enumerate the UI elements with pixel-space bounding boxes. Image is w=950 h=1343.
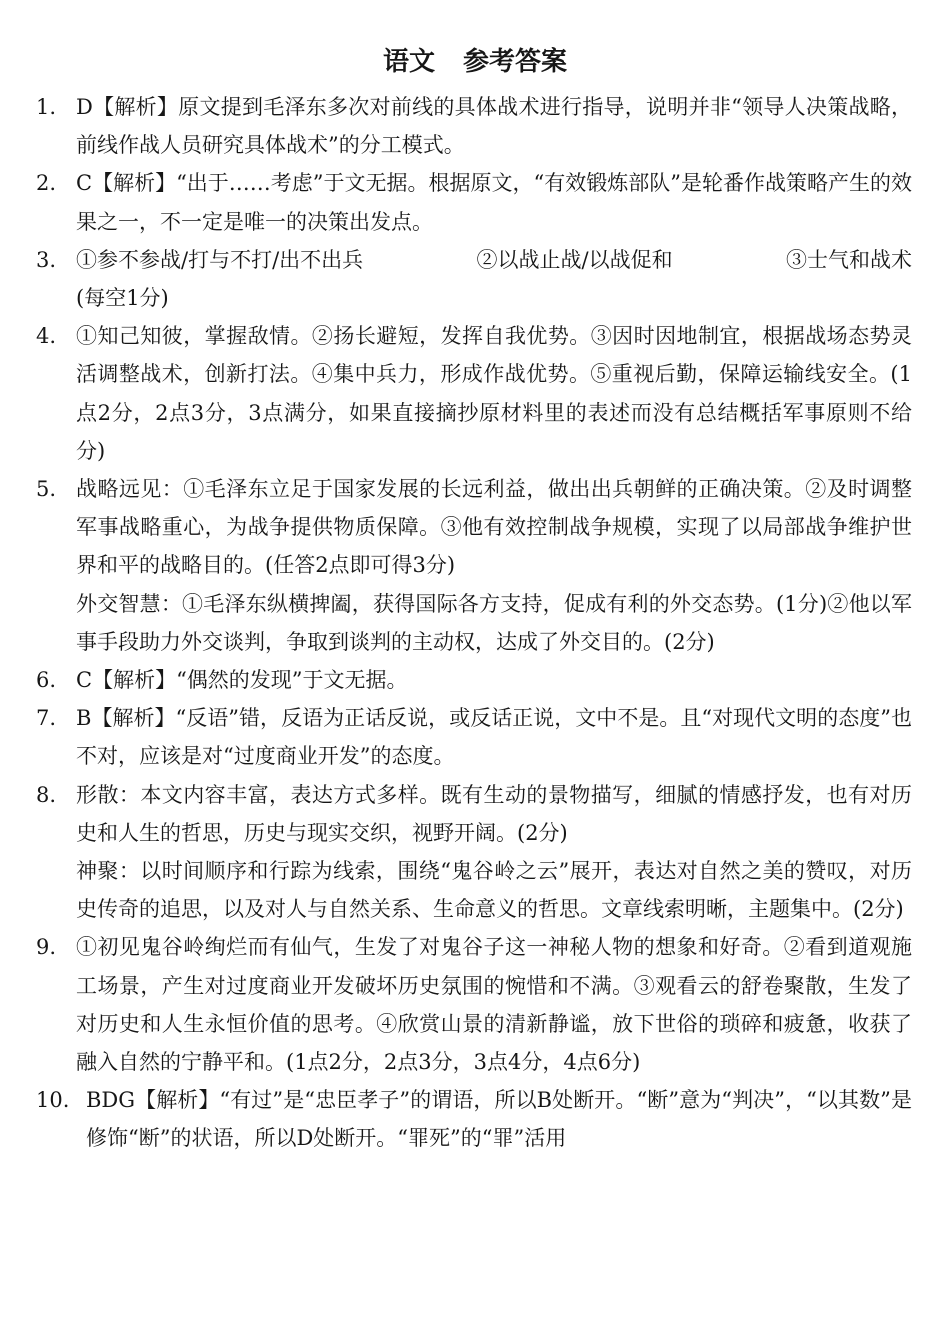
answer-text-strategy: 战略远见：①毛泽东立足于国家发展的长远利益，做出出兵朝鲜的正确决策。②及时调整军事战略重心，为战争提供物质保障。③他有效控制战争规模，实现了以局部战争维护世界和平的战略目的。(任答2点即可得3分): [76, 477, 912, 578]
answer-text-diplomacy: 外交智慧：①毛泽东纵横捭阖，获得国际各方支持，促成有利的外交态势。(1分)②他以军事手段助力外交谈判，争取到谈判的主动权，达成了外交目的。(2分): [76, 591, 912, 654]
answer-number: 4.: [36, 324, 57, 349]
answer-text: BDG【解析】“有过”是“忠臣孝子”的谓语，所以B处断开。“断”意为“判决”，“以其数”是修饰“断”的状语，所以D处断开。“罪死”的“罪”活用: [86, 1088, 912, 1151]
answer-text: D【解析】原文提到毛泽东多次对前线的具体战术进行指导，说明并非“领导人决策战略，前线作战人员研究具体战术”的分工模式。: [76, 95, 912, 158]
answer-text: B【解析】“反语”错，反语为正话反说，或反话正说，文中不是。且“对现代文明的态度”也不对，应该是对“过度商业开发”的态度。: [76, 706, 912, 769]
answer-item-6: [36, 661, 912, 699]
title-subject: 语文: [382, 47, 435, 77]
answer-score-note: (每空1分): [76, 286, 169, 311]
answer-item-9: [36, 928, 912, 1081]
answer-number: 9.: [36, 935, 57, 960]
answer-number: 6.: [36, 668, 57, 693]
answer-item-3: [36, 241, 912, 317]
answer-text-form: 形散：本文内容丰富，表达方式多样。既有生动的景物描写，细腻的情感抒发，也有对历史和人生的哲思，历史与现实交织，视野开阔。(2分): [76, 782, 912, 845]
answer-item-4: [36, 317, 912, 470]
answer-option-2: ②以战止战/以战促和: [476, 247, 673, 272]
answer-number: 2.: [36, 171, 57, 196]
answer-number: 8.: [36, 782, 57, 807]
answer-item-7: [36, 699, 912, 775]
answer-number: 10.: [36, 1088, 70, 1113]
answer-item-8: [36, 776, 912, 929]
answer-text: ①知己知彼，掌握敌情。②扬长避短，发挥自我优势。③因时因地制宜，根据战场态势灵活调整战术，创新打法。④集中兵力，形成作战优势。⑤重视后勤，保障运输线安全。(1点2分，2点3分，3点满分，如果直接摘抄原材料里的表述而没有总结概括军事原则不给分): [76, 324, 912, 463]
answer-item-2: [36, 164, 912, 240]
answer-number: 1.: [36, 95, 57, 119]
answer-text-spirit: 神聚：以时间顺序和行踪为线索，围绕“鬼谷岭之云”展开，表达对自然之美的赞叹，对历史传奇的追思，以及对人与自然关系、生命意义的哲思。文章线索明晰，主题集中。(2分): [76, 859, 912, 922]
answer-text: ①初见鬼谷岭绚烂而有仙气，生发了对鬼谷子这一神秘人物的想象和好奇。②看到道观施工场景，产生对过度商业开发破坏历史氛围的惋惜和不满。③观看云的舒卷聚散，生发了对历史和人生永恒价值的思考。④欣赏山景的清新静谧，放下世俗的琐碎和疲惫，收获了融入自然的宁静平和。(1点2分，2点3分，3点4分，4点6分): [76, 935, 912, 1075]
answer-number: 3.: [36, 247, 57, 272]
answer-list: [36, 88, 912, 1158]
answer-options: [76, 241, 912, 279]
answer-item-1: [36, 88, 912, 164]
answer-option-3: ③士气和战术: [785, 247, 912, 272]
answer-number: 7.: [36, 706, 57, 731]
page-title: [0, 44, 950, 80]
answer-item-5: [36, 470, 912, 661]
title-label: 参考答案: [463, 47, 568, 77]
answer-text: C【解析】“出于……考虑”于文无据。根据原文，“有效锻炼部队”是轮番作战策略产生的效果之一，不一定是唯一的决策出发点。: [76, 171, 913, 234]
answer-text: C【解析】“偶然的发现”于文无据。: [76, 668, 408, 693]
answer-number: 5.: [36, 477, 57, 502]
answer-item-10: [36, 1081, 912, 1157]
answer-option-1: ①参不参战/打与不打/出不出兵: [76, 247, 364, 272]
